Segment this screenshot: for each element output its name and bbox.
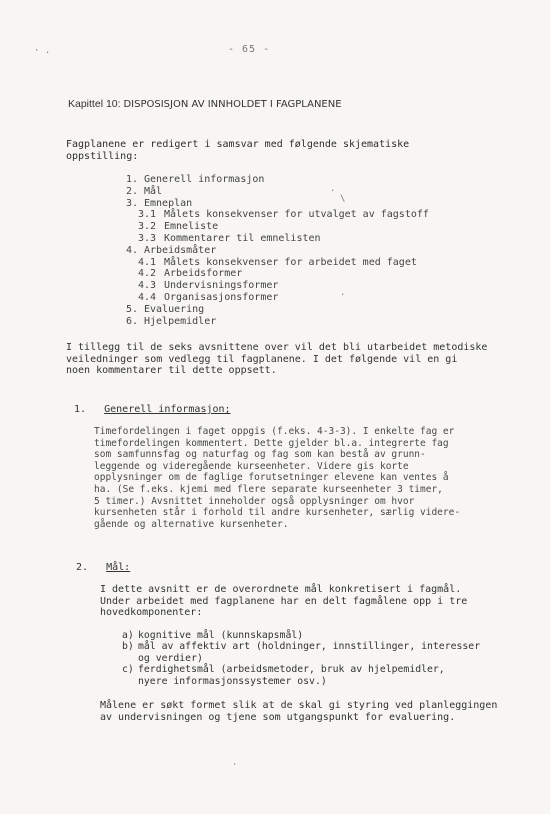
component-item [122, 641, 480, 652]
section-1-line: som samfunnsfag og naturfag og fag som kan bestå av grunn- [94, 449, 426, 461]
outline-label: Kommentarer til emnelisten [164, 232, 321, 244]
section-1-line: kursenheten står i forhold til andre kursenheter, særlig videre- [94, 507, 461, 519]
section-1-line: gående og alternative kursenheter. [94, 518, 289, 530]
scan-speck: . [340, 288, 346, 298]
component-text-continued: og verdier) [138, 652, 203, 664]
outline-item [118, 304, 429, 316]
outline-number: 3.3 [138, 232, 157, 244]
outline-number: 3.2 [138, 221, 157, 233]
outline-number: 4.1 [138, 256, 157, 268]
outline-label: Emneliste [164, 221, 219, 233]
section-1-line: ha. (Se f.eks. kjemi med flere separate kurseenheter 3 timer, [94, 483, 443, 495]
section-1-title: Generell informasjon; [104, 404, 231, 415]
section-1-number: 1. [74, 404, 87, 415]
section-2-intro-line: Under arbeidet med fagplanene har en delt fagmålene opp i tre [100, 595, 468, 607]
component-text: kognitive mål (kunnskapsmål) [138, 630, 304, 641]
section-2-heading [76, 562, 130, 573]
component-text: mål av affektiv art (holdninger, innstillinger, interesser [138, 641, 481, 653]
component-item [122, 630, 480, 641]
section-1-line: Timefordelingen i faget oppgis (f.eks. 4-3-3). I enkelte fag er [94, 426, 455, 437]
outline-number: 5. [125, 303, 138, 315]
section-1-body [94, 426, 460, 530]
outline-label: Emneplan [144, 197, 193, 209]
component-text-continued: nyere informasjonssystemer osv.) [138, 675, 327, 687]
outline-item [118, 245, 429, 257]
section-2-intro [100, 584, 467, 619]
scan-speck: \ [340, 194, 346, 204]
section-1-line: leggende og videregående kurseenheter. Videre gis korte [94, 460, 409, 472]
outline-item [118, 316, 429, 328]
scan-speck: · . [34, 46, 51, 56]
outline-number: 6. [125, 315, 138, 327]
chapter-label: Kapittel 10: [68, 98, 121, 110]
section-2-closing-line: Målene er søkt formet slik at de skal gi styring ved planleggingen [100, 700, 498, 711]
section-2-intro-line: hovedkomponenter: [100, 607, 203, 619]
section-2-closing-line: av undervisningen og tjene som utgangspunkt for evaluering. [100, 711, 456, 723]
outline-label: Undervisningsformer [164, 280, 279, 292]
outline-subitem [138, 233, 429, 245]
outline-label: Arbeidsmåter [144, 244, 217, 256]
outline-item [118, 174, 429, 186]
outline-number: 3.1 [138, 209, 157, 221]
outline-label: Målets konsekvenser for arbeidet med faget [164, 256, 417, 268]
outline-number: 1. [125, 174, 138, 185]
addendum-line: veiledninger som vedlegg til fagplanene. I det følgende vil en gi [66, 353, 458, 365]
outline-number: 4.4 [138, 291, 157, 303]
outline-item [118, 198, 429, 210]
component-text: ferdighetsmål (arbeidsmetoder, bruk av hjelpemidler, [138, 664, 445, 676]
scan-speck: · [232, 760, 238, 770]
outline-label: Evaluering [144, 303, 205, 315]
section-2-intro-line: I dette avsnitt er de overordnete mål konkretisert i fagmål. [100, 584, 462, 595]
addendum-line: I tillegg til de seks avsnittene over vil det bli utarbeidet metodiske [66, 342, 488, 353]
section-2-number: 2. [76, 562, 89, 573]
outline-item [118, 186, 429, 198]
section-1-line: opplysninger om de faglige forutsetninger elevene kan ventes å [94, 472, 449, 484]
outline-subitem [138, 221, 429, 233]
section-2-components [122, 630, 480, 687]
outline-subitem [138, 209, 429, 221]
outline-label: Mål [144, 185, 163, 197]
outline-subitem [138, 257, 429, 269]
outline-subitem [138, 268, 429, 280]
outline-number: 4.3 [138, 280, 157, 292]
section-1-line: timefordelingen kommentert. Dette gjelder bl.a. integrerte fag [94, 437, 449, 449]
component-item [122, 664, 480, 675]
outline-number: 3. [125, 197, 138, 209]
section-1-line: 5 timer.) Avsnittet inneholder også opplysninger om hvor [94, 495, 415, 507]
page-number: - 65 - [228, 44, 271, 55]
intro-paragraph: Fagplanene er redigert i samsvar med følgende skjematiske oppstilling: [66, 139, 410, 162]
outline-subitem [138, 280, 429, 292]
outline-number: 2. [125, 185, 138, 197]
component-label: b) [122, 641, 134, 653]
outline-number: 4.2 [138, 268, 157, 280]
outline-subitem [138, 292, 429, 304]
addendum-line: noen kommentarer til dette oppsett. [66, 365, 277, 377]
outline-label: Generell informasjon [144, 174, 265, 185]
addendum-paragraph [66, 342, 487, 377]
section-2-closing [100, 700, 497, 723]
outline-label: Organisasjonsformer [164, 291, 279, 303]
chapter-title: DISPOSISJON AV INNHOLDET I FAGPLANENE [123, 99, 342, 110]
outline-number: 4. [125, 244, 138, 256]
outline-list [118, 174, 429, 327]
outline-label: Målets konsekvenser for utvalget av fagstoff [164, 209, 429, 221]
outline-label: Hjelpemidler [144, 315, 217, 327]
section-2-title: Mål: [106, 562, 131, 573]
component-label: a) [122, 630, 134, 641]
section-1-heading [74, 404, 231, 415]
component-label: c) [122, 664, 134, 676]
outline-label: Arbeidsformer [164, 268, 243, 280]
chapter-heading [68, 98, 342, 110]
scan-speck: . [330, 184, 336, 194]
